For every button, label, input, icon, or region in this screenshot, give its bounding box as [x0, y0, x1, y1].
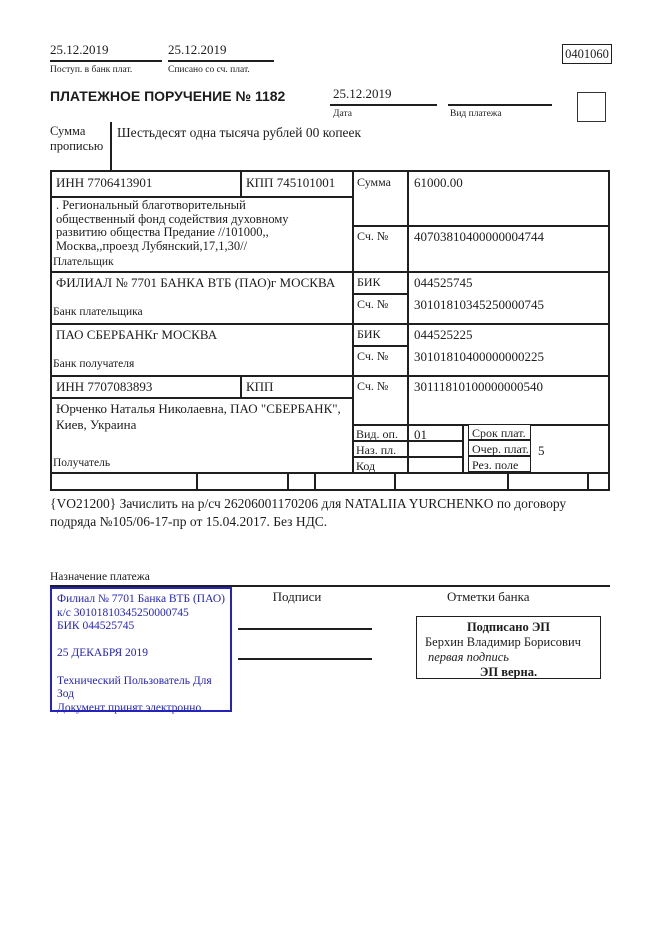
sum-value: 61000.00	[414, 175, 463, 190]
tax-row-divider-4	[394, 472, 396, 489]
signature-line-1	[238, 628, 372, 630]
payer-section-label: Плательщик	[53, 256, 114, 268]
esign-signature-note: первая подпись	[428, 650, 509, 664]
tax-row-divider-3	[314, 472, 316, 489]
table-mid-divider	[352, 170, 354, 472]
purpose-code-label: Наз. пл.	[356, 443, 397, 457]
payee-kpp: КПП	[246, 379, 274, 394]
priority-label-box: Очер. плат.	[468, 440, 531, 456]
grid-value-divider	[462, 424, 464, 472]
sum-label: Сумма	[357, 175, 391, 189]
tax-row-divider-6	[587, 472, 589, 489]
form-code-box: 0401060	[562, 44, 612, 64]
priority-value: 5	[538, 443, 545, 458]
payee-bank-bik-label: БИК	[357, 327, 381, 341]
payer-bank-name: ФИЛИАЛ № 7701 БАНКА ВТБ (ПАО)г МОСКВА	[56, 275, 336, 290]
stamp-line	[57, 634, 225, 648]
esign-signer-name: Берхин Владимир Борисович	[425, 635, 581, 649]
payer-account: 40703810400000004744	[414, 229, 544, 244]
payment-type-underline	[448, 104, 552, 106]
payee-inn: ИНН 7707083893	[56, 379, 153, 394]
esign-verified-text: ЭП верна.	[479, 665, 538, 679]
payer-bank-bik: 044525745	[414, 275, 473, 290]
payer-bank-account-label: Сч. №	[357, 297, 389, 311]
date-underline	[330, 104, 437, 106]
payee-bank-account-label: Сч. №	[357, 349, 389, 363]
stamp-line: БИК 044525745	[57, 620, 135, 633]
debited-date: 25.12.2019	[168, 42, 227, 57]
document-date: 25.12.2019	[333, 86, 392, 101]
payer-bank-account: 30101810345250000745	[414, 297, 544, 312]
table-right-border	[608, 170, 610, 489]
payer-inn-kpp-divider	[240, 170, 242, 196]
table-bottom-border	[50, 489, 610, 491]
tax-row-divider-5	[507, 472, 509, 489]
amount-words-divider	[110, 122, 112, 170]
payer-bank-bik-label: БИК	[357, 275, 381, 289]
payer-account-label: Сч. №	[357, 229, 389, 243]
payee-inn-kpp-divider	[240, 375, 242, 397]
payee-bank-bik: 044525225	[414, 327, 473, 342]
purpose-text: {VO21200} Зачислить на р/сч 26206001170206 для NATALIIA YURCHENKO по договору подряда №105/06-17-пр от 15.04.2017. Без НДС.	[50, 496, 567, 529]
table-label-divider	[407, 170, 409, 472]
bik-account-label-border-2	[352, 345, 409, 347]
reserve-label-box: Рез. поле	[468, 456, 531, 472]
date-label: Дата	[333, 109, 352, 119]
tax-row-divider-2	[287, 472, 289, 489]
table-top-border	[50, 170, 610, 172]
stamp-line: Зод	[57, 688, 75, 701]
received-date-underline	[50, 60, 162, 62]
stamp-line: Документ принят электронно	[57, 701, 202, 714]
payee-bank-name: ПАО СБЕРБАНКг МОСКВА	[56, 327, 218, 342]
bank-marks-title: Отметки банка	[447, 589, 530, 604]
payee-inn-row-border	[50, 397, 354, 399]
purpose-label: Назначение платежа	[50, 571, 150, 583]
op-type-label: Вид. оп.	[356, 427, 398, 441]
payment-type-checkbox	[577, 92, 606, 122]
stamp-line	[57, 661, 225, 675]
stamp-line: к/с 30101810345250000745	[57, 606, 189, 619]
received-in-bank-label: Поступ. в банк плат.	[50, 65, 133, 75]
debited-label: Списано со сч. плат.	[168, 65, 250, 75]
stamp-line: 25 ДЕКАБРЯ 2019	[57, 647, 149, 660]
payer-inn: ИНН 7706413901	[56, 175, 153, 190]
payee-name: Юрченко Наталья Николаевна, ПАО "СБЕРБАНК", Киев, Украина	[56, 401, 341, 432]
payer-bank-section-label: Банк плательщика	[53, 306, 143, 318]
signatures-title: Подписи	[272, 589, 322, 604]
payee-section-label: Получатель	[53, 457, 111, 469]
stamp-line: Филиал № 7701 Банка ВТБ (ПАО)	[57, 593, 225, 605]
payee-account: 30111810100000000540	[414, 379, 544, 394]
payee-bank-account: 30101810400000000225	[414, 349, 544, 364]
payee-account-label: Сч. №	[357, 379, 389, 393]
payer-bank-bottom-border	[50, 323, 610, 325]
due-date-label-box: Срок плат.	[468, 424, 531, 440]
tax-row-divider-1	[196, 472, 198, 489]
payee-bank-section-label: Банк получателя	[53, 358, 135, 370]
bik-account-label-border-1	[352, 293, 409, 295]
sum-account-border	[352, 225, 610, 227]
esign-signed-title: Подписано ЭП	[466, 620, 551, 634]
document-title: ПЛАТЕЖНОЕ ПОРУЧЕНИЕ № 1182	[50, 88, 286, 104]
code-label: Код	[356, 459, 376, 473]
received-in-bank-date: 25.12.2019	[50, 42, 109, 57]
esign-marks-box	[416, 616, 601, 679]
amount-in-words-value: Шестьдесят одна тысяча рублей 00 копеек	[117, 125, 362, 140]
bank-stamp	[50, 587, 232, 712]
table-left-border	[50, 170, 52, 489]
stamp-line: Технический Пользователь Для	[57, 674, 212, 687]
signature-line-2	[238, 658, 372, 660]
debited-date-underline	[168, 60, 274, 62]
payment-type-label: Вид платежа	[450, 109, 502, 119]
payee-bank-bottom-border	[50, 375, 610, 377]
payer-bottom-border	[50, 271, 610, 273]
payer-name: . Региональный благотворительный общественный фонд содействия духовному развитию общества Предание //101000,, Москва,,проезд Лубянский,17,1,30//	[56, 198, 289, 253]
amount-in-words-label: Сумма прописью	[50, 124, 104, 153]
payee-bottom-border	[50, 472, 610, 474]
op-type-value: 01	[414, 427, 427, 442]
payer-kpp: КПП 745101001	[246, 175, 336, 190]
